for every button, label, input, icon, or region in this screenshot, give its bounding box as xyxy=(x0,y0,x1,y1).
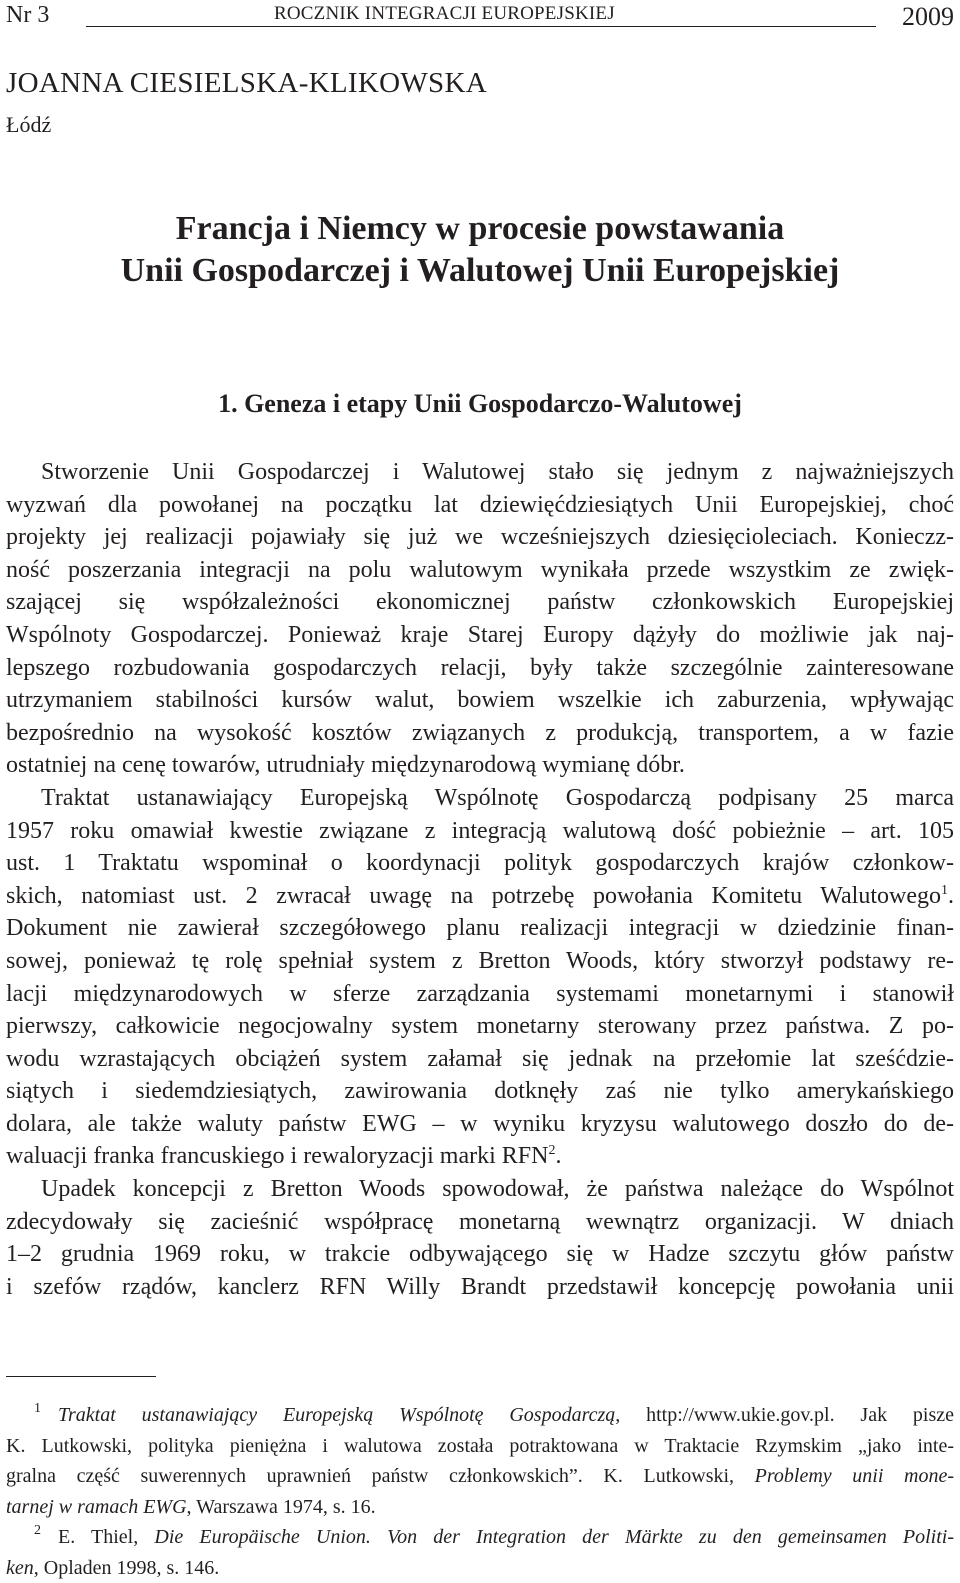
body-line: lacji międzynarodowych w sferze zarządzania systemami monetarnymi i stanowił xyxy=(6,978,954,1011)
footnote-1: 1 Traktat ustanawiający Europejską Wspólnotę Gospodarczą, http://www.ukie.gov.pl. Jak pisze xyxy=(6,1400,954,1431)
title-line-2: Unii Gospodarczej i Walutowej Unii Europejskiej xyxy=(6,250,954,292)
body-line-text: skich, natomiast ust. 2 zwracał uwagę na potrzebę powołania Komitetu Walutowego xyxy=(6,883,941,909)
body-line-text: waluacji franka francuskiego i rewaloryzacji marki RFN xyxy=(6,1143,548,1169)
footnote-title: Die Europäische Union. Von der Integration der Märkte zu den gemeinsamen Politi- xyxy=(154,1526,954,1548)
body-line: wodu wzrastających obciążeń system załamał się jednak na przełomie lat sześćdzie- xyxy=(6,1043,954,1076)
footnote-2-line xyxy=(6,1553,954,1583)
header-rule xyxy=(86,26,876,27)
footnote-ref-2[interactable]: 2 xyxy=(548,1143,555,1158)
footnote-ref-1[interactable]: 1 xyxy=(941,883,948,898)
footnote-title: Traktat ustanawiający Europejską Wspólnotę Gospodarczą xyxy=(58,1404,615,1426)
footnote-1-line xyxy=(6,1461,954,1492)
body-line: Dokument nie zawierał szczegółowego planu realizacji integracji w dziedzinie finan- xyxy=(6,912,954,945)
section-heading: 1. Geneza i etapy Unii Gospodarczo-Walutowej xyxy=(6,389,954,419)
body-line: sowej, ponieważ tę rolę spełniał system z Bretton Woods, który stworzył podstawy re- xyxy=(6,945,954,978)
body-line: siątych i siedemdziesiątych, zawirowania dotknęły zaś nie tylko amerykańskiego xyxy=(6,1075,954,1108)
body-line: bezpośrednio na wysokość kosztów związanych z produkcją, transportem, a w fazie xyxy=(6,717,954,750)
body-line-punct: . xyxy=(948,883,954,909)
body-line-with-note xyxy=(6,1140,954,1173)
footnote-separator xyxy=(6,1376,156,1377)
issue-number: Nr 3 xyxy=(6,2,49,29)
footnote-1-line: K. Lutkowski, polityka pieniężna i walutowa została potraktowana w Traktacie Rzymskim „jako inte- xyxy=(6,1431,954,1462)
body-line: Upadek koncepcji z Bretton Woods spowodował, że państwa należące do Wspólnot xyxy=(6,1173,954,1206)
footnote-text: E. Thiel, xyxy=(58,1526,154,1548)
body-line: utrzymaniem stabilności kursów walut, bowiem wszelkie ich zaburzenia, wpływając xyxy=(6,684,954,717)
title-line-1: Francja i Niemcy w procesie powstawania xyxy=(6,208,954,250)
footnote-title: tarnej w ramach EWG xyxy=(6,1496,187,1518)
body-line: dolara, ale także waluty państw EWG – w wyniku kryzysu walutowego doszło do de- xyxy=(6,1108,954,1141)
body-line: ostatniej na cenę towarów, utrudniały międzynarodową wymianę dóbr. xyxy=(6,749,954,782)
body-line: wyzwań dla powołanej na początku lat dziewięćdziesiątych Unii Europejskiej, choć xyxy=(6,489,954,522)
author-name: JOANNA CIESIELSKA-KLIKOWSKA xyxy=(6,67,487,100)
body-line: zdecydowały się zacieśnić współpracę monetarną wewnątrz organizacji. W dniach xyxy=(6,1206,954,1239)
journal-name: ROCZNIK INTEGRACJI EUROPEJSKIEJ xyxy=(274,3,615,25)
body-line: i szefów rządów, kanclerz RFN Willy Brandt przedstawił koncepcję powołania unii xyxy=(6,1271,954,1304)
body-line: projekty jej realizacji pojawiały się już we wcześniejszych dziesięcioleciach. Konieczz- xyxy=(6,521,954,554)
footnote-title: ken xyxy=(6,1557,34,1579)
body-line: Traktat ustanawiający Europejską Wspólnotę Gospodarczą podpisany 25 marca xyxy=(6,782,954,815)
body-line: 1–2 grudnia 1969 roku, w trakcie odbywającego się w Hadze szczytu głów państw xyxy=(6,1238,954,1271)
body-text xyxy=(6,456,954,1303)
article-title xyxy=(6,208,954,292)
footnote-text: , Opladen 1998, s. 146. xyxy=(34,1557,220,1579)
footnote-2: 2 E. Thiel, Die Europäische Union. Von der Integration der Märkte zu den gemeinsamen Politi- xyxy=(6,1522,954,1553)
footnotes xyxy=(6,1400,954,1583)
footnote-text: , http://www.ukie.gov.pl. Jak pisze xyxy=(615,1404,954,1426)
body-line: Wspólnoty Gospodarczej. Ponieważ kraje Starej Europy dążyły do możliwie jak naj- xyxy=(6,619,954,652)
body-line-punct: . xyxy=(555,1143,561,1169)
body-line: szającej się współzależności ekonomicznej państw członkowskich Europejskiej xyxy=(6,586,954,619)
body-line: pierwszy, całkowicie negocjowalny system monetarny sterowany przez państwa. Z po- xyxy=(6,1010,954,1043)
body-line-with-note xyxy=(6,880,954,913)
issue-year: 2009 xyxy=(902,2,954,32)
body-line: ust. 1 Traktatu wspominał o koordynacji polityk gospodarczych krajów członkow- xyxy=(6,847,954,880)
footnote-text: gralna część suwerennych uprawnień państw członkowskich”. K. Lutkowski, xyxy=(6,1465,755,1487)
body-line: Stworzenie Unii Gospodarczej i Walutowej stało się jednym z najważniejszych xyxy=(6,456,954,489)
running-header xyxy=(6,0,954,34)
body-line: lepszego rozbudowania gospodarczych relacji, były także szczególnie zainteresowane xyxy=(6,652,954,685)
body-line: ność poszerzania integracji na polu walutowym wynikała przede wszystkim ze zwięk- xyxy=(6,554,954,587)
footnote-1-line xyxy=(6,1492,954,1523)
body-line: 1957 roku omawiał kwestie związane z integracją walutową dość pobieżnie – art. 105 xyxy=(6,815,954,848)
author-affiliation: Łódź xyxy=(6,112,51,138)
footnote-text: , Warszawa 1974, s. 16. xyxy=(187,1496,376,1518)
footnote-title: Problemy unii mone- xyxy=(755,1465,954,1487)
